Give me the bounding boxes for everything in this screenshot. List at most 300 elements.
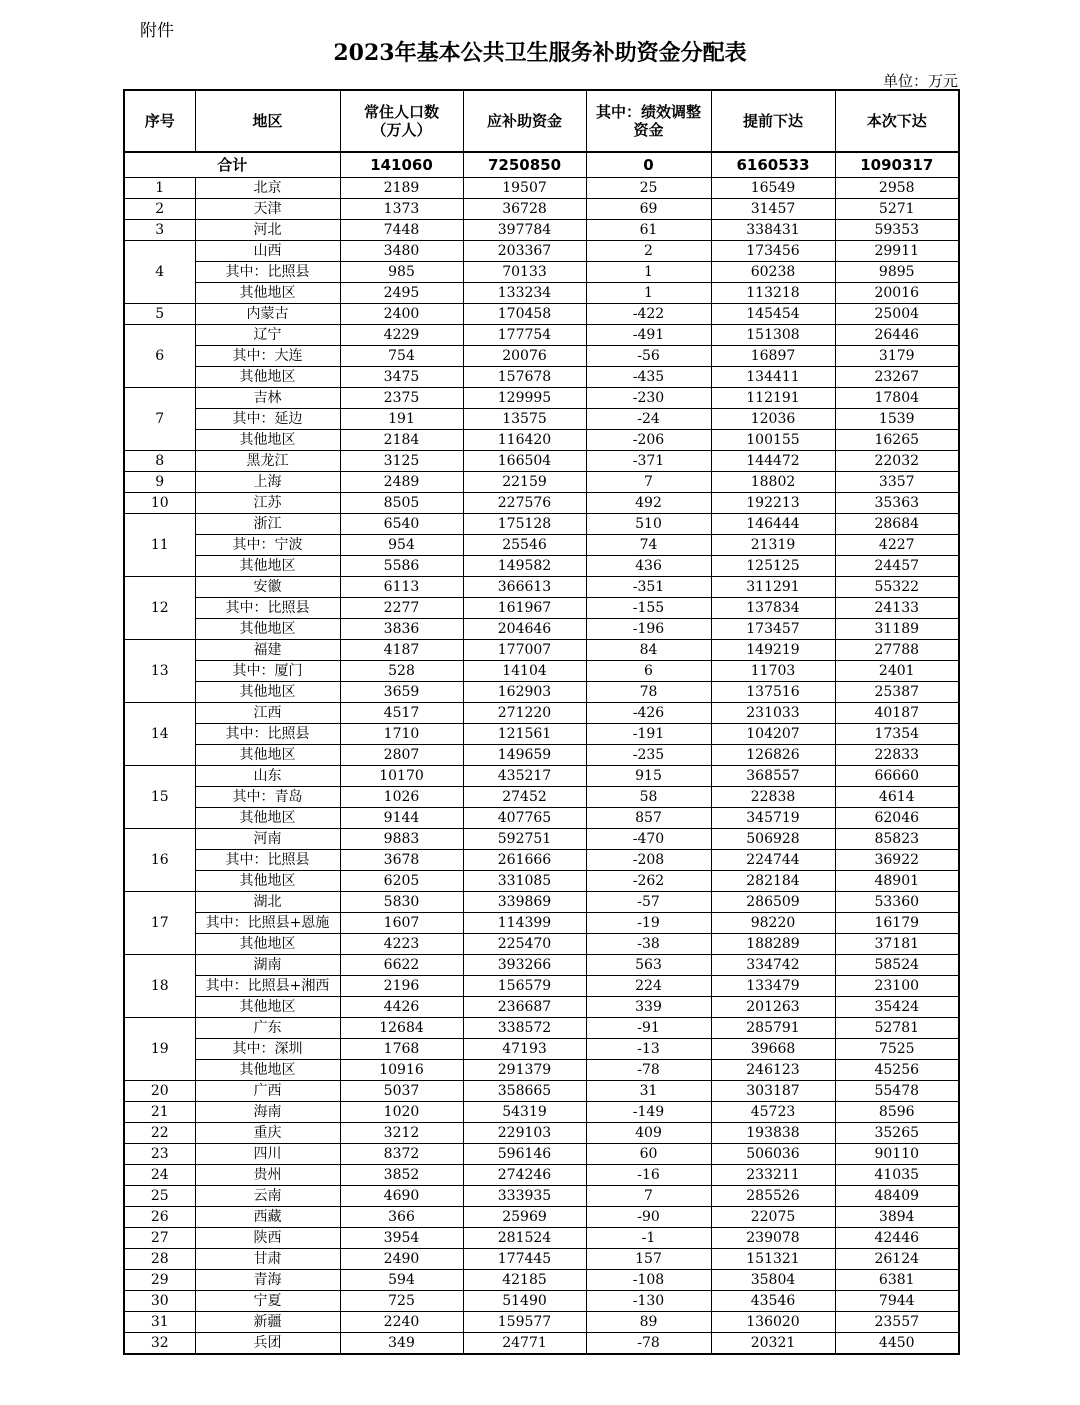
cell-region: 甘肃 — [195, 1249, 340, 1270]
table-row — [124, 850, 959, 871]
cell-adjustment: 58 — [586, 787, 711, 808]
cell-adjustment: 78 — [586, 682, 711, 703]
table-row — [124, 1039, 959, 1060]
row-number: 1 — [124, 178, 195, 199]
cell-fund: 271220 — [463, 703, 586, 724]
row-number: 31 — [124, 1312, 195, 1333]
row-number: 27 — [124, 1228, 195, 1249]
cell-adjustment: -57 — [586, 892, 711, 913]
table-row — [124, 556, 959, 577]
cell-adjustment: 563 — [586, 955, 711, 976]
cell-fund: 204646 — [463, 619, 586, 640]
cell-advance: 311291 — [711, 577, 835, 598]
cell-fund: 129995 — [463, 388, 586, 409]
cell-region: 其中：深圳 — [195, 1039, 340, 1060]
cell-population: 1710 — [340, 724, 463, 745]
cell-advance: 31457 — [711, 199, 835, 220]
cell-region: 其他地区 — [195, 682, 340, 703]
cell-advance: 16897 — [711, 346, 835, 367]
cell-advance: 144472 — [711, 451, 835, 472]
cell-current: 25004 — [835, 304, 959, 325]
cell-adjustment: -56 — [586, 346, 711, 367]
cell-region: 上海 — [195, 472, 340, 493]
table-row — [124, 1123, 959, 1144]
cell-adjustment: -13 — [586, 1039, 711, 1060]
cell-region: 福建 — [195, 640, 340, 661]
row-number: 14 — [124, 703, 195, 766]
cell-current: 8596 — [835, 1102, 959, 1123]
cell-fund: 177445 — [463, 1249, 586, 1270]
cell-current: 27788 — [835, 640, 959, 661]
cell-current: 48409 — [835, 1186, 959, 1207]
cell-fund: 358665 — [463, 1081, 586, 1102]
cell-current: 4614 — [835, 787, 959, 808]
header-fund: 应补助资金 — [463, 90, 586, 152]
table-row — [124, 787, 959, 808]
cell-advance: 43546 — [711, 1291, 835, 1312]
cell-fund: 156579 — [463, 976, 586, 997]
header-advance: 提前下达 — [711, 90, 835, 152]
cell-advance: 137516 — [711, 682, 835, 703]
cell-region: 云南 — [195, 1186, 340, 1207]
cell-region: 其他地区 — [195, 430, 340, 451]
cell-adjustment: 60 — [586, 1144, 711, 1165]
cell-fund: 162903 — [463, 682, 586, 703]
header-adjustment-text: 其中：绩效调整资金 — [595, 103, 701, 139]
cell-region: 其中：比照县 — [195, 850, 340, 871]
cell-region: 宁夏 — [195, 1291, 340, 1312]
cell-adjustment: 339 — [586, 997, 711, 1018]
cell-region: 辽宁 — [195, 325, 340, 346]
cell-current: 23100 — [835, 976, 959, 997]
cell-region: 陕西 — [195, 1228, 340, 1249]
cell-region: 吉林 — [195, 388, 340, 409]
cell-region: 其他地区 — [195, 871, 340, 892]
cell-adjustment: -351 — [586, 577, 711, 598]
cell-population: 2400 — [340, 304, 463, 325]
cell-fund: 227576 — [463, 493, 586, 514]
row-number: 21 — [124, 1102, 195, 1123]
cell-current: 22032 — [835, 451, 959, 472]
cell-fund: 236687 — [463, 997, 586, 1018]
header-population — [340, 90, 463, 152]
cell-adjustment: -435 — [586, 367, 711, 388]
cell-advance: 239078 — [711, 1228, 835, 1249]
cell-current: 52781 — [835, 1018, 959, 1039]
table-row — [124, 346, 959, 367]
cell-advance: 12036 — [711, 409, 835, 430]
cell-region: 其他地区 — [195, 934, 340, 955]
cell-current: 55322 — [835, 577, 959, 598]
cell-region: 河南 — [195, 829, 340, 850]
total-adjustment: 0 — [586, 152, 711, 178]
cell-region: 湖南 — [195, 955, 340, 976]
cell-population: 6113 — [340, 577, 463, 598]
cell-current: 59353 — [835, 220, 959, 241]
table-row — [124, 1186, 959, 1207]
cell-fund: 159577 — [463, 1312, 586, 1333]
cell-population: 2184 — [340, 430, 463, 451]
header-adjustment — [586, 90, 711, 152]
cell-advance: 104207 — [711, 724, 835, 745]
cell-fund: 51490 — [463, 1291, 586, 1312]
cell-population: 3836 — [340, 619, 463, 640]
cell-population: 2375 — [340, 388, 463, 409]
cell-current: 66660 — [835, 766, 959, 787]
cell-current: 1539 — [835, 409, 959, 430]
table-row — [124, 703, 959, 724]
cell-population: 349 — [340, 1333, 463, 1355]
cell-population: 8505 — [340, 493, 463, 514]
cell-current: 2401 — [835, 661, 959, 682]
cell-advance: 100155 — [711, 430, 835, 451]
table-row — [124, 451, 959, 472]
cell-current: 53360 — [835, 892, 959, 913]
cell-current: 90110 — [835, 1144, 959, 1165]
cell-region: 其中：厦门 — [195, 661, 340, 682]
cell-current: 17804 — [835, 388, 959, 409]
attachment-label: 附件 — [140, 21, 174, 41]
cell-current: 37181 — [835, 934, 959, 955]
cell-region: 其中：青岛 — [195, 787, 340, 808]
cell-fund: 435217 — [463, 766, 586, 787]
table-row — [124, 283, 959, 304]
cell-current: 28684 — [835, 514, 959, 535]
table-row — [124, 241, 959, 262]
cell-fund: 36728 — [463, 199, 586, 220]
cell-adjustment: -78 — [586, 1060, 711, 1081]
cell-population: 1020 — [340, 1102, 463, 1123]
cell-region: 安徽 — [195, 577, 340, 598]
cell-advance: 20321 — [711, 1333, 835, 1355]
header-region: 地区 — [195, 90, 340, 152]
cell-adjustment: -262 — [586, 871, 711, 892]
table-row — [124, 976, 959, 997]
table-row — [124, 178, 959, 199]
cell-adjustment: -24 — [586, 409, 711, 430]
cell-population: 5037 — [340, 1081, 463, 1102]
cell-current: 9895 — [835, 262, 959, 283]
cell-population: 3212 — [340, 1123, 463, 1144]
cell-population: 4426 — [340, 997, 463, 1018]
table-row — [124, 1165, 959, 1186]
cell-current: 4227 — [835, 535, 959, 556]
cell-fund: 203367 — [463, 241, 586, 262]
table-body — [124, 152, 959, 1354]
document-title: 2023年基本公共卫生服务补助资金分配表 — [333, 40, 747, 66]
cell-population: 6622 — [340, 955, 463, 976]
cell-adjustment: -16 — [586, 1165, 711, 1186]
cell-current: 26446 — [835, 325, 959, 346]
cell-population: 2196 — [340, 976, 463, 997]
table-row — [124, 493, 959, 514]
cell-advance: 39668 — [711, 1039, 835, 1060]
cell-adjustment: 1 — [586, 283, 711, 304]
row-number: 30 — [124, 1291, 195, 1312]
table-row — [124, 367, 959, 388]
cell-advance: 149219 — [711, 640, 835, 661]
cell-advance: 173456 — [711, 241, 835, 262]
table-row — [124, 892, 959, 913]
cell-advance: 22075 — [711, 1207, 835, 1228]
cell-region: 其中：比照县+恩施 — [195, 913, 340, 934]
cell-advance: 173457 — [711, 619, 835, 640]
cell-region: 其他地区 — [195, 367, 340, 388]
cell-advance: 233211 — [711, 1165, 835, 1186]
cell-advance: 188289 — [711, 934, 835, 955]
cell-advance: 193838 — [711, 1123, 835, 1144]
cell-adjustment: 84 — [586, 640, 711, 661]
cell-advance: 125125 — [711, 556, 835, 577]
cell-region: 广西 — [195, 1081, 340, 1102]
cell-adjustment: 61 — [586, 220, 711, 241]
cell-region: 其中：比照县 — [195, 262, 340, 283]
cell-current: 58524 — [835, 955, 959, 976]
cell-advance: 60238 — [711, 262, 835, 283]
cell-region: 其他地区 — [195, 556, 340, 577]
row-number: 32 — [124, 1333, 195, 1355]
cell-population: 1607 — [340, 913, 463, 934]
cell-adjustment: -91 — [586, 1018, 711, 1039]
cell-adjustment: 409 — [586, 1123, 711, 1144]
cell-fund: 339869 — [463, 892, 586, 913]
cell-population: 3659 — [340, 682, 463, 703]
cell-advance: 22838 — [711, 787, 835, 808]
row-number: 5 — [124, 304, 195, 325]
cell-region: 河北 — [195, 220, 340, 241]
unit-label: 单位：万元 — [882, 72, 958, 90]
row-number: 4 — [124, 241, 195, 304]
allocation-table — [123, 89, 960, 1355]
table-row — [124, 1207, 959, 1228]
cell-population: 12684 — [340, 1018, 463, 1039]
table-row — [124, 997, 959, 1018]
cell-fund: 331085 — [463, 871, 586, 892]
cell-region: 山西 — [195, 241, 340, 262]
table-row — [124, 640, 959, 661]
cell-region: 其中：延边 — [195, 409, 340, 430]
cell-adjustment: -191 — [586, 724, 711, 745]
table-row — [124, 913, 959, 934]
cell-adjustment: -491 — [586, 325, 711, 346]
cell-advance: 11703 — [711, 661, 835, 682]
cell-region: 内蒙古 — [195, 304, 340, 325]
cell-population: 9883 — [340, 829, 463, 850]
cell-population: 9144 — [340, 808, 463, 829]
cell-current: 24457 — [835, 556, 959, 577]
row-number: 11 — [124, 514, 195, 577]
cell-adjustment: -149 — [586, 1102, 711, 1123]
cell-adjustment: -208 — [586, 850, 711, 871]
cell-region: 北京 — [195, 178, 340, 199]
cell-advance: 368557 — [711, 766, 835, 787]
cell-population: 3954 — [340, 1228, 463, 1249]
table-row — [124, 262, 959, 283]
cell-population: 10170 — [340, 766, 463, 787]
cell-population: 3678 — [340, 850, 463, 871]
cell-advance: 286509 — [711, 892, 835, 913]
row-number: 7 — [124, 388, 195, 451]
cell-population: 4229 — [340, 325, 463, 346]
cell-advance: 134411 — [711, 367, 835, 388]
cell-adjustment: -422 — [586, 304, 711, 325]
cell-population: 5830 — [340, 892, 463, 913]
cell-adjustment: -235 — [586, 745, 711, 766]
row-number: 18 — [124, 955, 195, 1018]
cell-region: 重庆 — [195, 1123, 340, 1144]
row-number: 13 — [124, 640, 195, 703]
cell-advance: 113218 — [711, 283, 835, 304]
cell-region: 新疆 — [195, 1312, 340, 1333]
table-row — [124, 598, 959, 619]
cell-fund: 116420 — [463, 430, 586, 451]
cell-fund: 13575 — [463, 409, 586, 430]
cell-adjustment: -155 — [586, 598, 711, 619]
cell-population: 2490 — [340, 1249, 463, 1270]
cell-advance: 146444 — [711, 514, 835, 535]
cell-advance: 282184 — [711, 871, 835, 892]
cell-population: 2807 — [340, 745, 463, 766]
row-number: 16 — [124, 829, 195, 892]
cell-current: 23267 — [835, 367, 959, 388]
cell-advance: 506928 — [711, 829, 835, 850]
cell-population: 2489 — [340, 472, 463, 493]
cell-advance: 285791 — [711, 1018, 835, 1039]
cell-population: 754 — [340, 346, 463, 367]
cell-adjustment: -1 — [586, 1228, 711, 1249]
row-number: 3 — [124, 220, 195, 241]
cell-fund: 596146 — [463, 1144, 586, 1165]
cell-population: 6205 — [340, 871, 463, 892]
cell-region: 其他地区 — [195, 808, 340, 829]
cell-fund: 161967 — [463, 598, 586, 619]
cell-current: 25387 — [835, 682, 959, 703]
cell-current: 2958 — [835, 178, 959, 199]
cell-current: 41035 — [835, 1165, 959, 1186]
cell-population: 10916 — [340, 1060, 463, 1081]
row-number: 15 — [124, 766, 195, 829]
cell-population: 4223 — [340, 934, 463, 955]
cell-region: 江西 — [195, 703, 340, 724]
cell-adjustment: 1 — [586, 262, 711, 283]
cell-adjustment: -371 — [586, 451, 711, 472]
cell-population: 2240 — [340, 1312, 463, 1333]
cell-region: 四川 — [195, 1144, 340, 1165]
total-label: 合计 — [124, 152, 340, 178]
cell-region: 其他地区 — [195, 283, 340, 304]
table-row — [124, 409, 959, 430]
cell-population: 1373 — [340, 199, 463, 220]
cell-population: 6540 — [340, 514, 463, 535]
cell-advance: 506036 — [711, 1144, 835, 1165]
cell-advance: 303187 — [711, 1081, 835, 1102]
table-row — [124, 682, 959, 703]
cell-fund: 274246 — [463, 1165, 586, 1186]
cell-fund: 281524 — [463, 1228, 586, 1249]
cell-current: 26124 — [835, 1249, 959, 1270]
cell-fund: 177007 — [463, 640, 586, 661]
cell-advance: 16549 — [711, 178, 835, 199]
row-number: 8 — [124, 451, 195, 472]
cell-adjustment: 31 — [586, 1081, 711, 1102]
cell-population: 725 — [340, 1291, 463, 1312]
cell-population: 5586 — [340, 556, 463, 577]
cell-current: 42446 — [835, 1228, 959, 1249]
table-row — [124, 661, 959, 682]
cell-region: 兵团 — [195, 1333, 340, 1355]
cell-advance: 18802 — [711, 472, 835, 493]
cell-fund: 54319 — [463, 1102, 586, 1123]
cell-population: 3852 — [340, 1165, 463, 1186]
table-row — [124, 808, 959, 829]
total-fund: 7250850 — [463, 152, 586, 178]
cell-fund: 407765 — [463, 808, 586, 829]
cell-current: 20016 — [835, 283, 959, 304]
cell-fund: 121561 — [463, 724, 586, 745]
cell-fund: 175128 — [463, 514, 586, 535]
header-no: 序号 — [124, 90, 195, 152]
cell-region: 其中：比照县+湘西 — [195, 976, 340, 997]
cell-population: 2189 — [340, 178, 463, 199]
cell-current: 3179 — [835, 346, 959, 367]
row-number: 2 — [124, 199, 195, 220]
cell-fund: 47193 — [463, 1039, 586, 1060]
cell-adjustment: 436 — [586, 556, 711, 577]
table-row — [124, 220, 959, 241]
cell-advance: 133479 — [711, 976, 835, 997]
cell-current: 17354 — [835, 724, 959, 745]
table-row — [124, 1249, 959, 1270]
table-row — [124, 745, 959, 766]
cell-fund: 229103 — [463, 1123, 586, 1144]
cell-fund: 25969 — [463, 1207, 586, 1228]
cell-adjustment: -196 — [586, 619, 711, 640]
cell-current: 85823 — [835, 829, 959, 850]
cell-population: 4517 — [340, 703, 463, 724]
table-row — [124, 1018, 959, 1039]
table-row — [124, 1228, 959, 1249]
cell-advance: 98220 — [711, 913, 835, 934]
table-row — [124, 577, 959, 598]
cell-fund: 333935 — [463, 1186, 586, 1207]
header-population-text: 常住人口数（万人） — [363, 103, 439, 139]
cell-current: 23557 — [835, 1312, 959, 1333]
table-row — [124, 766, 959, 787]
cell-current: 31189 — [835, 619, 959, 640]
cell-fund: 157678 — [463, 367, 586, 388]
cell-population: 954 — [340, 535, 463, 556]
cell-population: 1026 — [340, 787, 463, 808]
cell-adjustment: -108 — [586, 1270, 711, 1291]
cell-region: 其他地区 — [195, 619, 340, 640]
cell-advance: 145454 — [711, 304, 835, 325]
cell-adjustment: 157 — [586, 1249, 711, 1270]
cell-current: 35363 — [835, 493, 959, 514]
cell-fund: 149659 — [463, 745, 586, 766]
cell-population: 4187 — [340, 640, 463, 661]
table-row — [124, 535, 959, 556]
cell-advance: 151308 — [711, 325, 835, 346]
row-number: 12 — [124, 577, 195, 640]
cell-adjustment: -230 — [586, 388, 711, 409]
total-row — [124, 152, 959, 178]
cell-current: 4450 — [835, 1333, 959, 1355]
cell-advance: 137834 — [711, 598, 835, 619]
cell-population: 528 — [340, 661, 463, 682]
cell-advance: 285526 — [711, 1186, 835, 1207]
cell-adjustment: 492 — [586, 493, 711, 514]
cell-current: 7525 — [835, 1039, 959, 1060]
